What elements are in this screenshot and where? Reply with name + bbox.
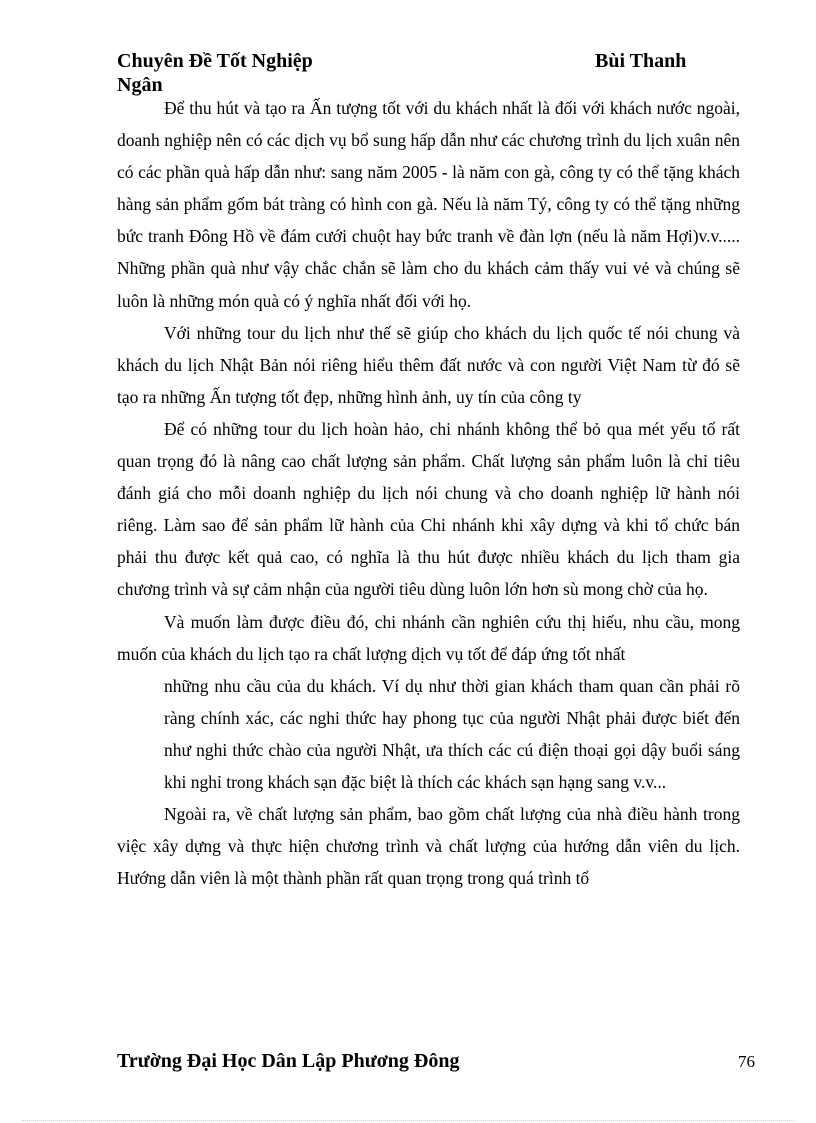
body-paragraph: Ngoài ra, về chất lượng sản phẩm, bao gồm chất lượng của nhà điều hành trong việc xây dựng và thực hiện chương trình và chất lượng của hướng dẫn viên du lịch. Hướng dẫn viên là một thành phần rất quan trọng trong quá trình tổ bbox=[117, 804, 740, 889]
body-paragraph: Để thu hút và tạo ra Ấn tượng tốt với du khách nhất là đối với khách nước ngoài, doanh nghiệp nên có các dịch vụ bổ sung hấp dẫn như các chương trình du lịch xuân nên có các phần quà hấp dẫn như: sang năm 2005 - là năm con gà, công ty có thể tặng khách hàng sản phẩm gốm bát tràng có hình con gà. Nếu là năm Tý, công ty có thể tặng những bức tranh Đông Hồ về đám cưới chuột hay bức tranh về đàn lợn (nếu là năm Hợi)v.v..... Những phần quà như vậy chắc chắn sẽ làm cho du khách cảm thấy vui vẻ và chúng sẽ luôn là những món quà có ý nghĩa nhất đối với họ. bbox=[117, 98, 740, 311]
header-document-type: Chuyên Đề Tốt Nghiệp bbox=[117, 50, 313, 72]
page-bottom-divider bbox=[22, 1120, 794, 1121]
header-author-name: Bùi Thanh bbox=[595, 50, 687, 72]
header-author-name-continued: Ngân bbox=[117, 74, 163, 96]
body-paragraph: Với những tour du lịch như thế sẽ giúp cho khách du lịch quốc tế nói chung và khách du lịch Nhật Bản nói riêng hiểu thêm đất nước và con người Việt Nam từ đó sẽ tạo ra những Ấn tượng tốt đẹp, những hình ảnh, uy tín của công ty bbox=[117, 322, 740, 407]
body-paragraph: Và muốn làm được điều đó, chi nhánh cần nghiên cứu thị hiếu, nhu cầu, mong muốn của khách du lịch tạo ra chất lượng dịch vụ tốt để đáp ứng tốt nhất bbox=[117, 611, 740, 664]
page-number: 76 bbox=[738, 1052, 755, 1071]
body-paragraph-continued: những nhu cầu của du khách. Ví dụ như thời gian khách tham quan cần phải rõ ràng chính xác, các nghi thức hay phong tục của người Nhật phải được biết đến như nghi thức chào của người Nhật, ưa thích các cú điện thoại gọi dậy buổi sáng khi nghỉ trong khách sạn đặc biệt là thích các khách sạn hạng sang v.v... bbox=[164, 675, 740, 792]
body-paragraph: Để có những tour du lịch hoàn hảo, chi nhánh không thể bỏ qua mét yếu tố rất quan trọng đó là nâng cao chất lượng sản phẩm. Chất lượng sản phẩm luôn là chỉ tiêu đánh giá cho mỗi doanh nghiệp du lịch nói chung và cho doanh nghiệp lữ hành nói riêng. Làm sao để sản phẩm lữ hành của Chi nhánh khi xây dựng và khi tổ chức bán phải thu được kết quả cao, có nghĩa là thu hút được nhiều khách du lịch tham gia chương trình và sự cảm nhận của người tiêu dùng luôn lớn hơn sù mong chờ của họ. bbox=[117, 418, 740, 600]
footer-school-name: Trường Đại Học Dân Lập Phương Đông bbox=[117, 1050, 460, 1072]
document-body bbox=[117, 92, 740, 894]
